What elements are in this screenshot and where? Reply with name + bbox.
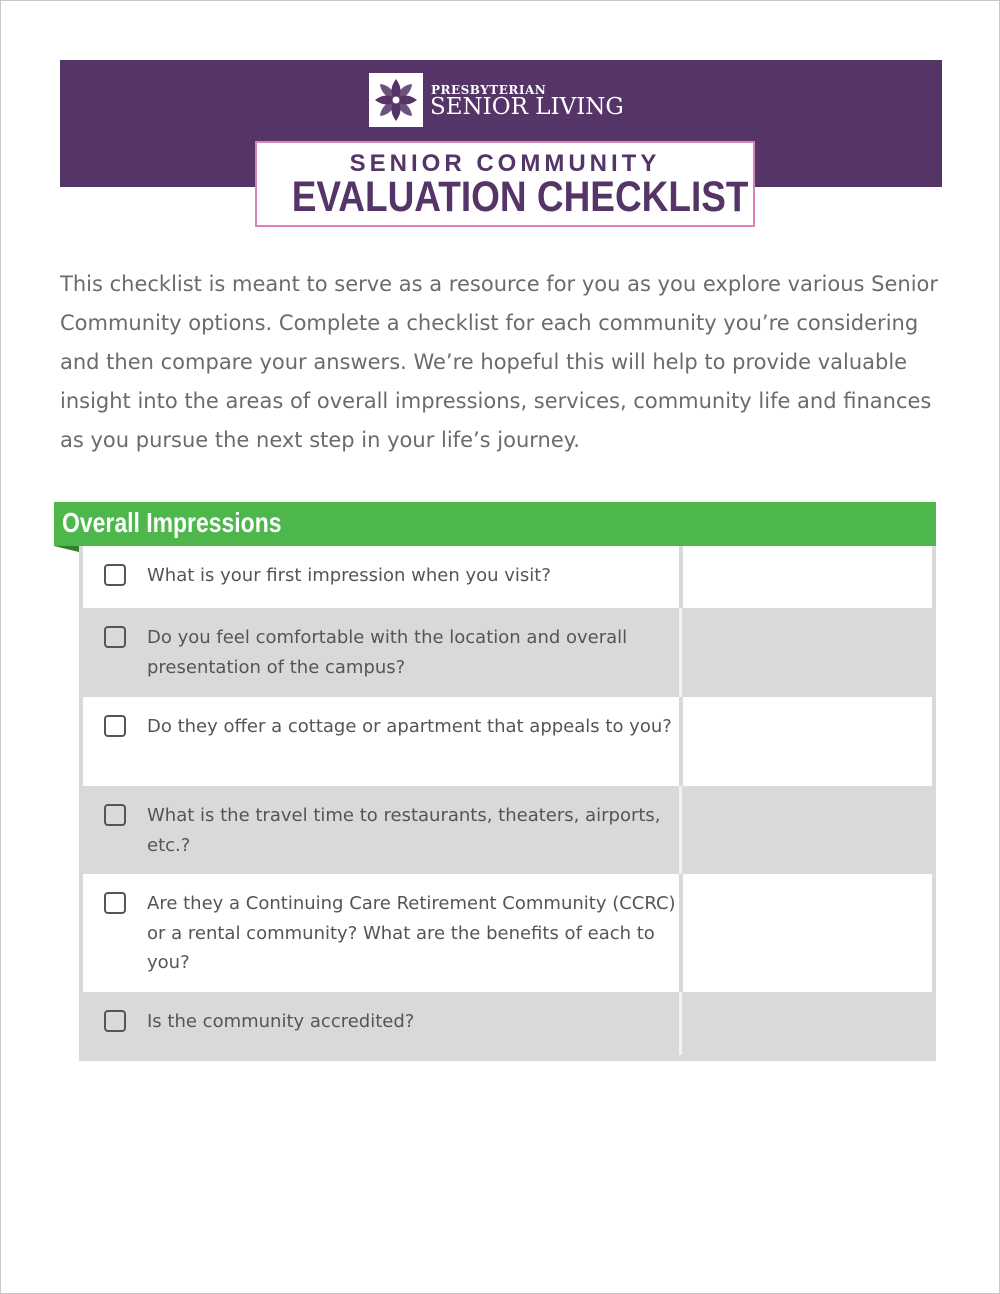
question-cell	[83, 992, 679, 1055]
question-text: What is the travel time to restaurants, theaters, airports, etc.?	[147, 805, 661, 856]
question-text: Do you feel comfortable with the location and overall presentation of the campus?	[147, 627, 628, 678]
checkbox[interactable]	[104, 626, 126, 648]
checklist-table	[79, 546, 936, 1061]
question-cell	[83, 608, 679, 697]
section-banner	[54, 502, 936, 546]
question-cell	[83, 786, 679, 874]
answer-cell[interactable]	[683, 546, 932, 608]
question-cell	[83, 697, 679, 786]
question-text: Is the community accredited?	[147, 1011, 415, 1032]
brand-logo	[369, 73, 639, 129]
table-row	[79, 992, 936, 1055]
title-line-1: SENIOR COMMUNITY	[349, 150, 661, 177]
checkbox[interactable]	[104, 892, 126, 914]
question-text: Do they offer a cottage or apartment that appeals to you?	[147, 716, 672, 737]
checkbox[interactable]	[104, 564, 126, 586]
brand-name-small: PRESBYTERIAN	[431, 83, 547, 97]
table-row	[79, 874, 936, 992]
page-title: EVALUATION CHECKLIST	[291, 173, 749, 221]
answer-cell[interactable]	[683, 697, 932, 786]
flower-logo-icon	[369, 73, 423, 127]
checkbox[interactable]	[104, 1010, 126, 1032]
section-title: Overall Impressions	[62, 507, 282, 538]
checkbox[interactable]	[104, 715, 126, 737]
table-row	[79, 697, 936, 786]
answer-cell[interactable]	[679, 608, 931, 697]
question-text: What is your first impression when you visit?	[147, 565, 551, 586]
brand-name-big: SENIOR LIVING	[430, 94, 624, 120]
answer-cell[interactable]	[679, 992, 931, 1055]
section-banner-fold	[54, 546, 79, 552]
table-row	[79, 546, 936, 608]
title-box	[255, 141, 755, 227]
answer-cell[interactable]	[683, 874, 932, 992]
table-row	[79, 608, 936, 697]
intro-paragraph: This checklist is meant to serve as a resource for you as you explore various Senior Community options. Complete a checklist for each community you’re considering and then compare your answers. We’re hopeful this will help to provide valuable insight into the areas of overall impressions, services, community life and finances as you pursue the next step in your life’s journey.	[60, 272, 939, 452]
question-cell	[83, 546, 679, 608]
question-cell	[83, 874, 679, 992]
checkbox[interactable]	[104, 804, 126, 826]
table-row	[79, 786, 936, 874]
answer-cell[interactable]	[679, 786, 931, 874]
question-text: Are they a Continuing Care Retirement Community (CCRC) or a rental community? What are the benefits of each to you?	[147, 893, 676, 973]
